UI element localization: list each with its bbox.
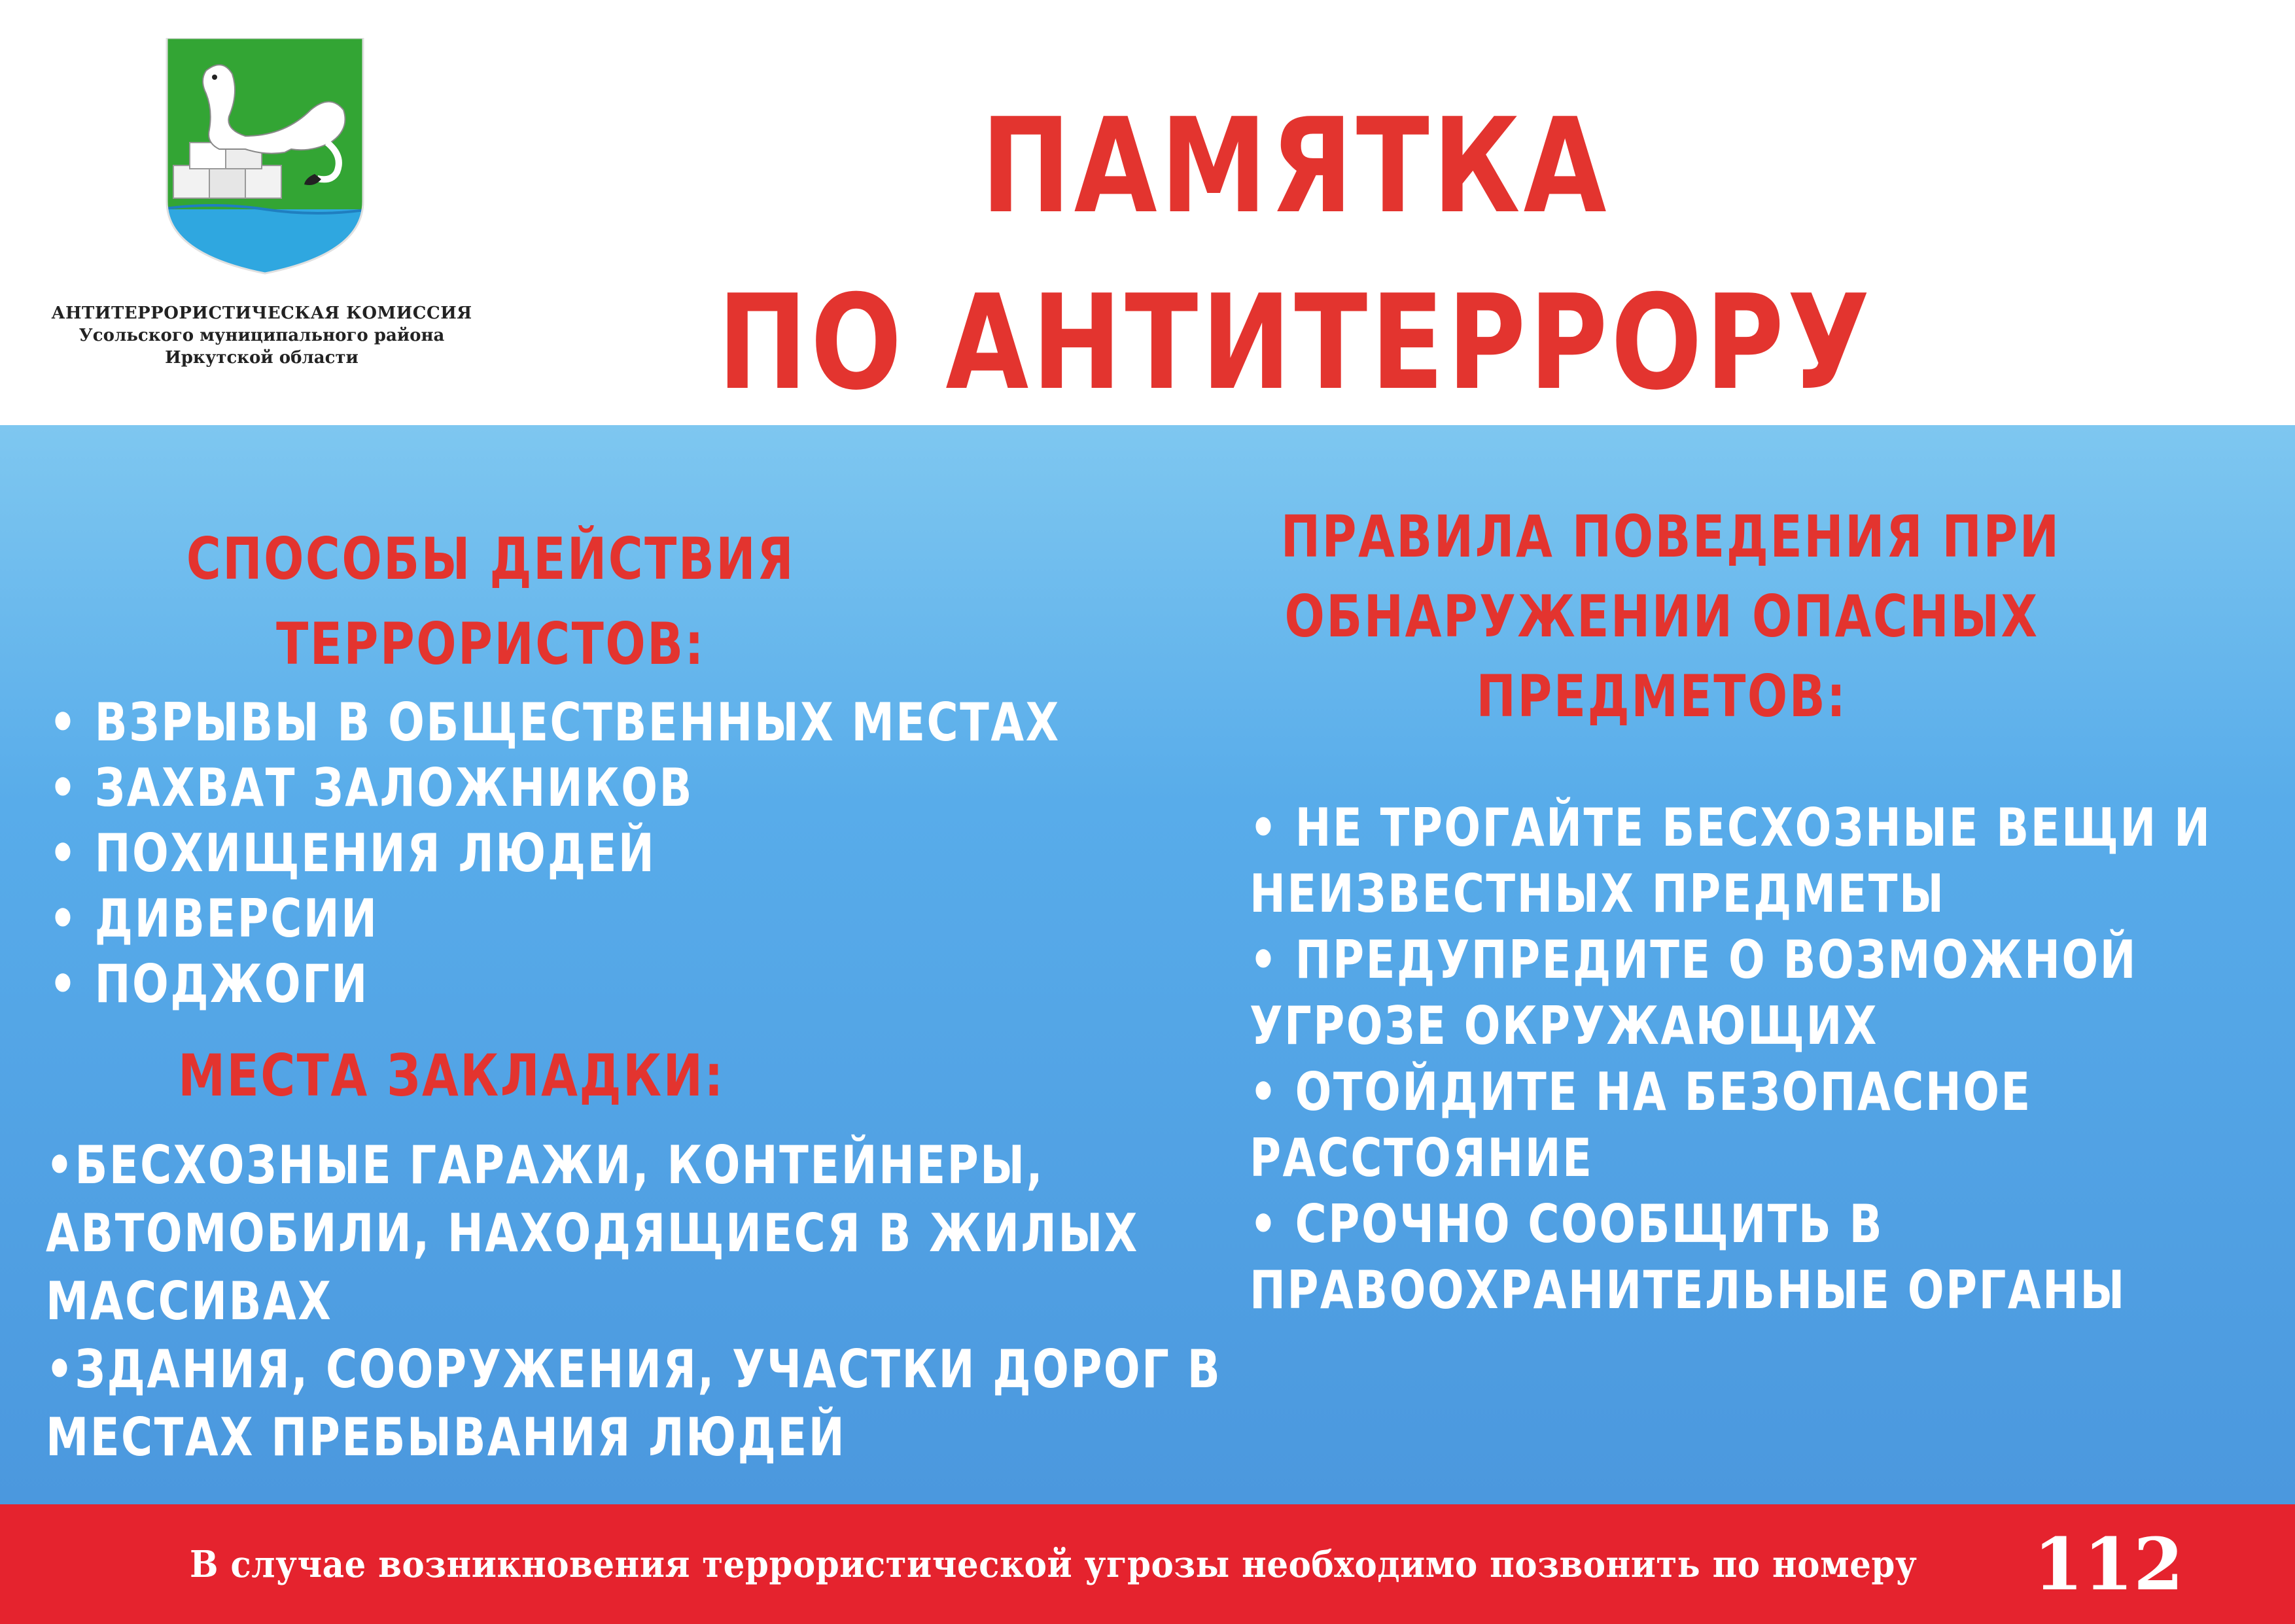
rules-heading-line-2: ОБНАРУЖЕНИИ ОПАСНЫХ [1284, 583, 2039, 650]
list-item: • ВЗРЫВЫ В ОБЩЕСТВЕННЫХ МЕСТАХ [49, 690, 1060, 755]
organization-name [26, 302, 497, 369]
list-item-continuation: УГРОЗЕ ОКРУЖАЮЩИХ [1250, 995, 1878, 1056]
methods-heading-line-2: ТЕРРОРИСТОВ: [276, 610, 705, 678]
rules-heading [1280, 497, 2061, 736]
list-item: • СРОЧНО СООБЩИТЬ В [1250, 1191, 2211, 1257]
methods-heading-line-1: СПОСОБЫ ДЕЙСТВИЯ [186, 525, 796, 593]
list-item-continuation: ПРАВООХРАНИТЕЛЬНЫЕ ОРГАНЫ [1250, 1260, 2126, 1321]
places-list [46, 1132, 1221, 1472]
methods-list [49, 690, 1060, 1017]
list-item: • ПРЕДУПРЕДИТЕ О ВОЗМОЖНОЙ [1250, 927, 2211, 993]
places-heading [146, 1040, 758, 1112]
list-item: • ЗДАНИЯ, СООРУЖЕНИЯ, УЧАСТКИ ДОРОГ В [46, 1336, 1221, 1404]
title-line-2: ПО АНТИТЕРРОРУ [717, 267, 1874, 419]
footer-text: В случае возникновения террористической угрозы необходимо позвонить по номеру [190, 1542, 1918, 1586]
header [0, 0, 2295, 425]
title-line-1: ПАМЯТКА [981, 90, 1610, 243]
list-item: • ПОХИЩЕНИЯ ЛЮДЕЙ [49, 821, 1060, 886]
rules-list [1250, 795, 2211, 1323]
page-title [652, 78, 1939, 432]
list-item: • ДИВЕРСИИ [49, 886, 1060, 952]
org-line-1: АНТИТЕРРОРИСТИЧЕСКАЯ КОМИССИЯ [51, 303, 472, 323]
list-item-continuation: НЕИЗВЕСТНЫХ ПРЕДМЕТЫ [1250, 863, 1946, 924]
methods-heading [185, 517, 797, 687]
list-item: • БЕСХОЗНЫЕ ГАРАЖИ, КОНТЕЙНЕРЫ, [46, 1132, 1221, 1200]
list-item: • ОТОЙДИТЕ НА БЕЗОПАСНОЕ [1250, 1059, 2211, 1125]
rules-heading-line-1: ПРАВИЛА ПОВЕДЕНИЯ ПРИ [1280, 503, 2061, 570]
list-item: • НЕ ТРОГАЙТЕ БЕСХОЗНЫЕ ВЕЩИ И [1250, 795, 2211, 861]
list-item-continuation: РАССТОЯНИЕ [1250, 1128, 1594, 1188]
list-item: • ПОДЖОГИ [49, 952, 1060, 1017]
org-line-3: Иркутской области [165, 348, 359, 368]
list-item-continuation: АВТОМОБИЛИ, НАХОДЯЩИЕСЯ В ЖИЛЫХ [46, 1203, 1139, 1264]
footer-message [190, 1504, 2067, 1624]
list-item: • ЗАХВАТ ЗАЛОЖНИКОВ [49, 755, 1060, 821]
list-item-continuation: МЕСТАХ ПРЕБЫВАНИЯ ЛЮДЕЙ [46, 1407, 847, 1468]
places-heading-line: МЕСТА ЗАКЛАДКИ: [178, 1042, 725, 1109]
emergency-number: 112 [2033, 1522, 2184, 1606]
rules-heading-line-3: ПРЕДМЕТОВ: [1476, 663, 1848, 730]
coat-of-arms-icon [160, 38, 370, 275]
org-line-2: Усольского муниципального района [79, 326, 445, 345]
list-item-continuation: МАССИВАХ [46, 1271, 333, 1332]
